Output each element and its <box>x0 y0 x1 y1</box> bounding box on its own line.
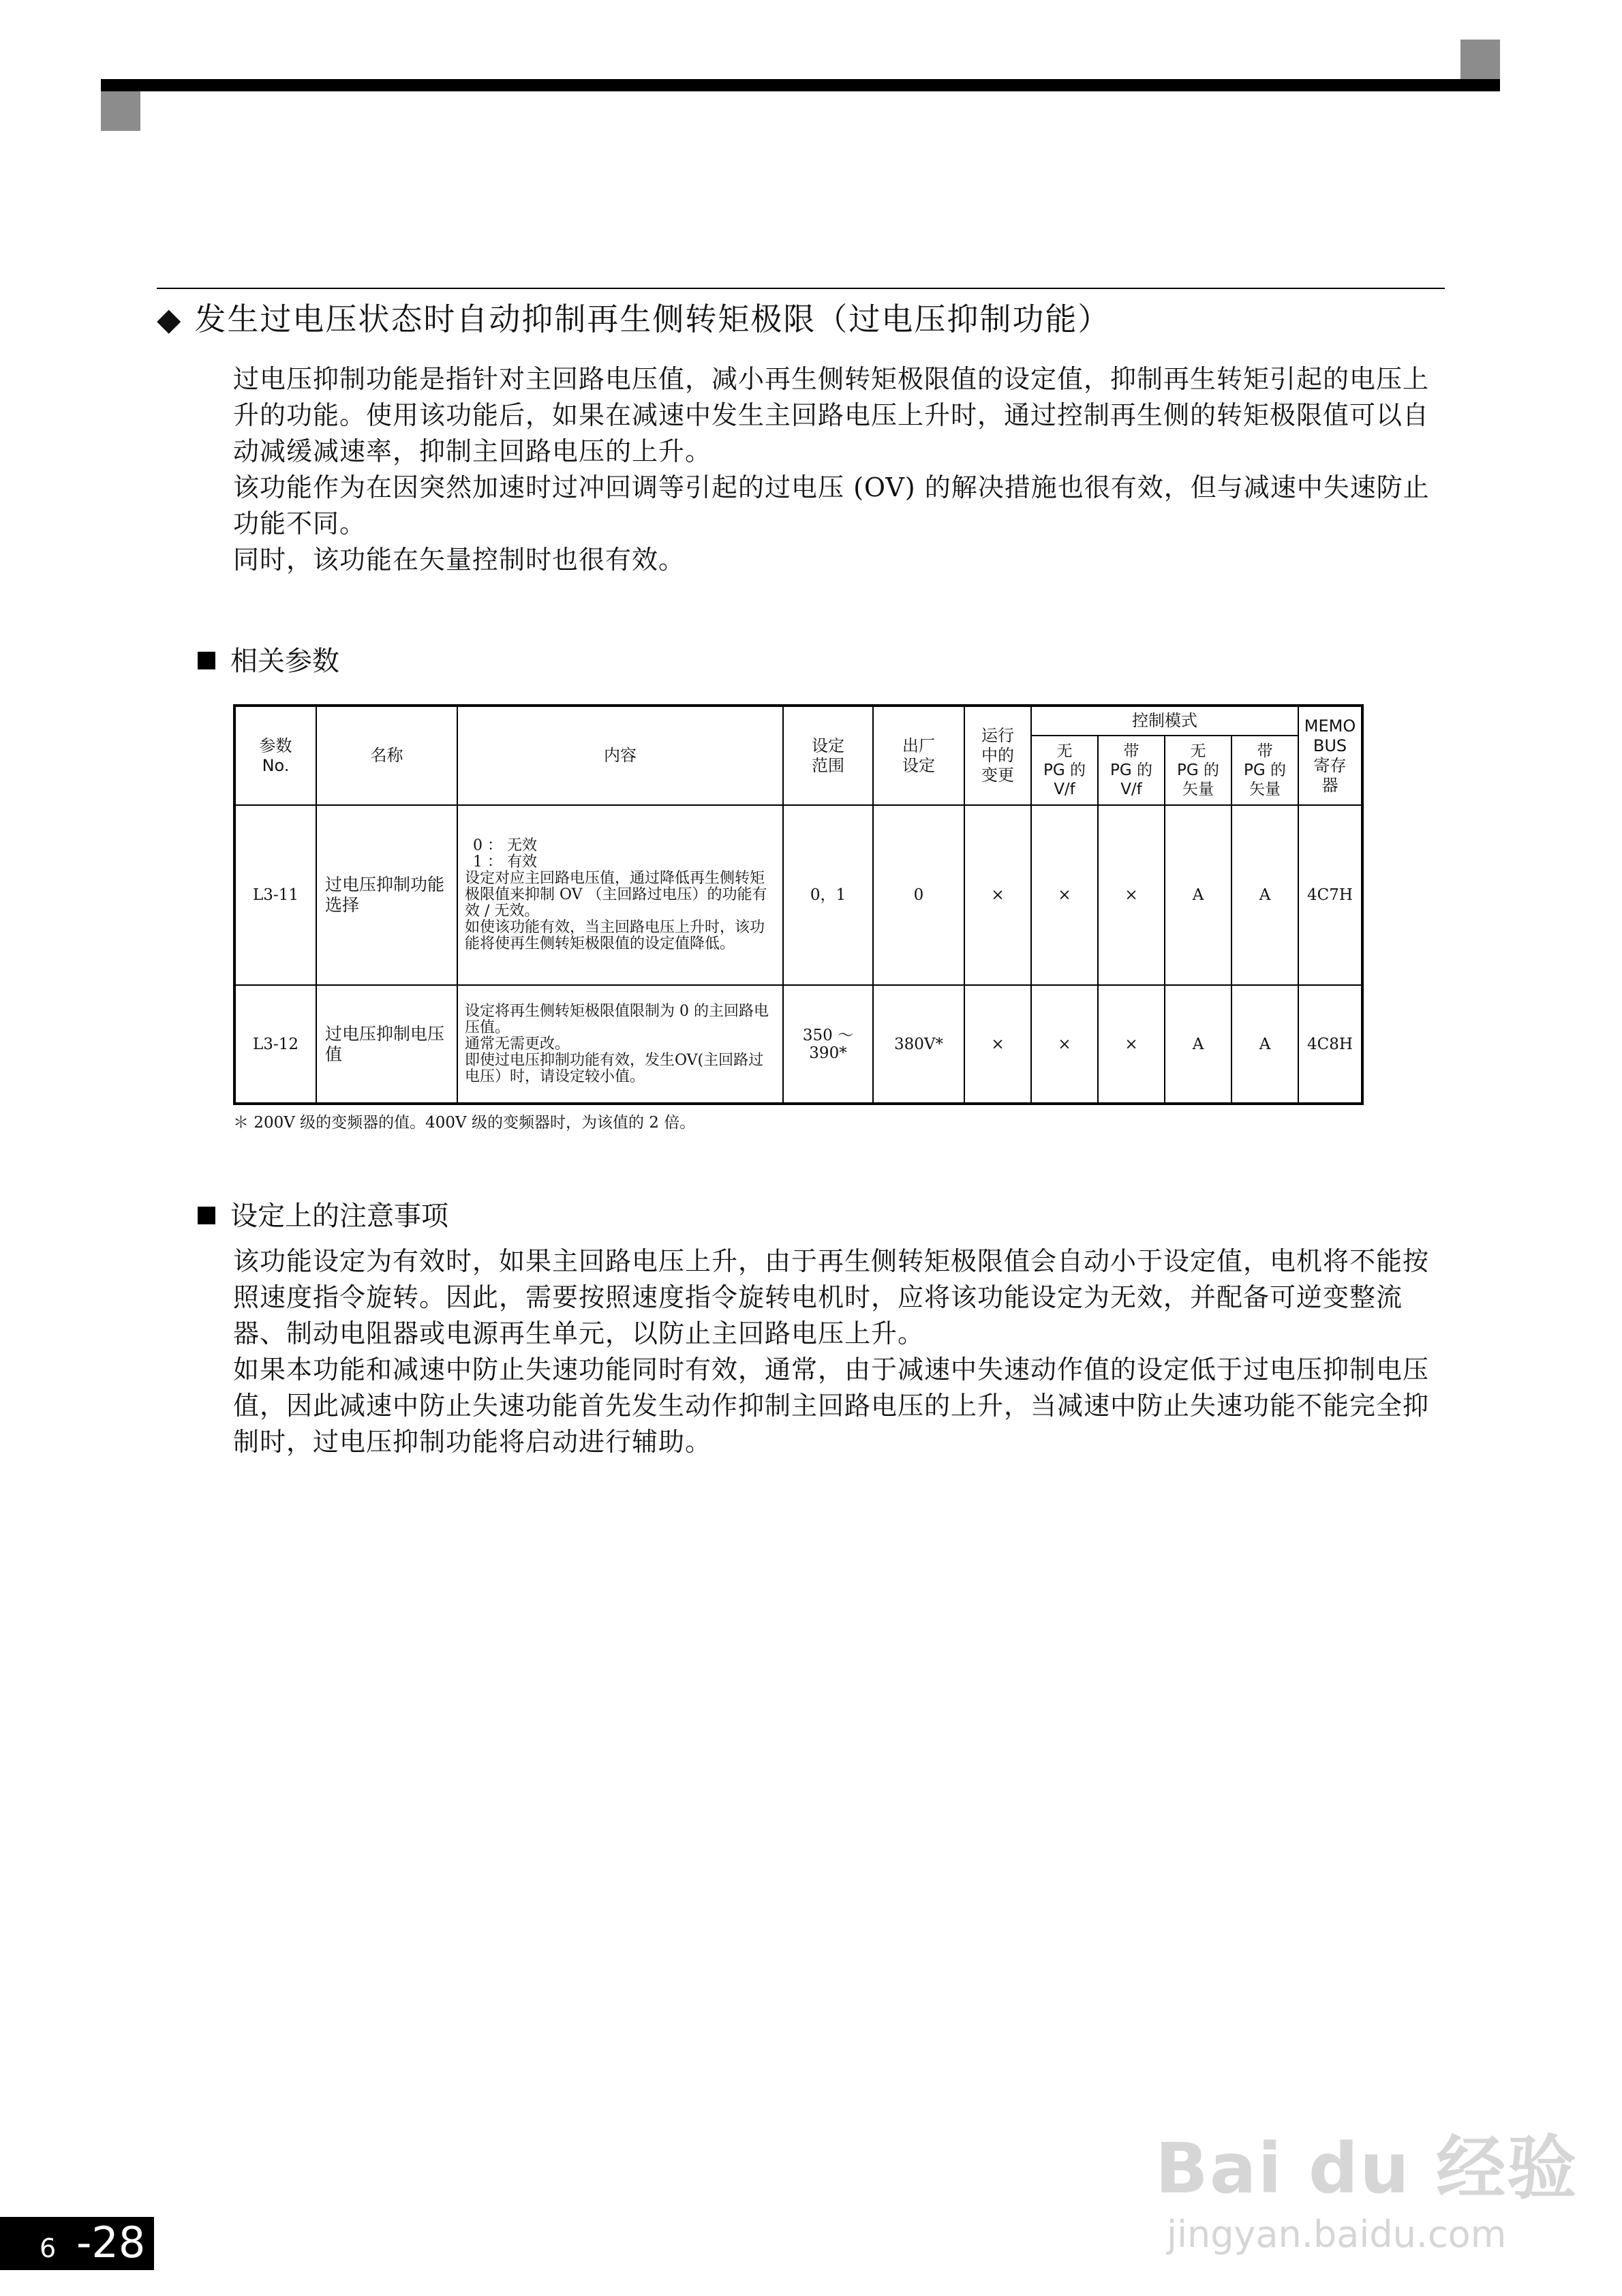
header-bar <box>101 79 1500 91</box>
header-mode-vector-no-pg: 无 PG 的 矢量 <box>1165 736 1231 805</box>
param-mode-cell: × <box>1031 985 1098 1104</box>
header-default: 出厂 设定 <box>873 706 964 805</box>
intro-paragraph: 过电压抑制功能是指针对主回路电压值，减小再生侧转矩极限值的设定值，抑制再生转矩引起的电压上升的功能。使用该功能后，如果在减速中发生主回路电压上升时，通过控制再生侧的转矩极限值可以自动减缓减速率，抑制主回路电压的上升。 <box>233 364 1430 466</box>
chapter-number: 6 <box>40 2233 57 2263</box>
header-content: 内容 <box>457 706 783 805</box>
square-bullet-icon <box>198 1207 215 1224</box>
param-name-cell: 过电压抑制电压值 <box>316 985 457 1104</box>
notes-paragraph: 该功能设定为有效时，如果主回路电压上升，由于再生侧转矩极限值会自动小于设定值，电机将不能按照速度指令旋转。因此，需要按照速度指令旋转电机时，应将该功能设定为无效，并配备可逆变整流器、制动电阻器或电源再生单元，以防止主回路电压上升。 <box>233 1246 1430 1348</box>
notes-heading <box>198 1198 448 1234</box>
header-memobus: MEMO BUS 寄存 器 <box>1298 706 1362 805</box>
param-range-cell: 350 ～ 390* <box>783 985 873 1104</box>
page-number: -28 <box>76 2218 146 2267</box>
param-mode-cell: × <box>1031 805 1098 985</box>
header-control-mode: 控制模式 <box>1031 706 1298 736</box>
param-no-cell: L3-12 <box>234 985 316 1104</box>
header-range: 设定 范围 <box>783 706 873 805</box>
notes-paragraph: 如果本功能和减速中防止失速功能同时有效，通常，由于减速中失速动作值的设定低于过电压抑制电压值，因此减速中防止失速功能首先发生动作抑制主回路电压的上升，当减速中防止失速功能不能完全抑制时，过电压抑制功能将启动进行辅助。 <box>233 1355 1430 1457</box>
header-param-no: 参数 No. <box>234 706 316 805</box>
param-content-cell: 0 ： 无效 1 ： 有效 设定对应主回路电压值，通过降低再生侧转矩极限值来抑制 OV （主回路过电压）的功能有效 / 无效。 如使该功能有效，当主回路电压上升时，该功能将使再生侧转矩极限值的设定值降低。 <box>457 805 783 985</box>
header-corner-square <box>1460 40 1500 79</box>
param-range-cell: 0，1 <box>783 805 873 985</box>
param-name-cell: 过电压抑制功能选择 <box>316 805 457 985</box>
notes-heading-text: 设定上的注意事项 <box>230 1200 448 1232</box>
intro-text <box>233 361 1446 578</box>
param-mode-cell: × <box>1098 805 1165 985</box>
param-register-cell: 4C7H <box>1298 805 1362 985</box>
param-mode-cell: A <box>1165 985 1231 1104</box>
section-title-text: 发生过电压状态时自动抑制再生侧转矩极限（过电压抑制功能） <box>194 301 1111 337</box>
section-title <box>157 299 1110 339</box>
param-run-change-cell: × <box>964 985 1031 1104</box>
header-mode-vector-with-pg: 带 PG 的 矢量 <box>1231 736 1298 805</box>
param-no-cell: L3-11 <box>234 805 316 985</box>
square-bullet-icon <box>198 652 215 669</box>
section-rule <box>157 288 1445 289</box>
header-run-change: 运行 中的 变更 <box>964 706 1031 805</box>
param-mode-cell: A <box>1231 805 1298 985</box>
related-params-heading-text: 相关参数 <box>230 646 339 677</box>
param-run-change-cell: × <box>964 805 1031 985</box>
header-mode-vf-with-pg: 带 PG 的 V/f <box>1098 736 1165 805</box>
header-tab-square <box>101 91 140 131</box>
diamond-bullet-icon: ◆ <box>157 301 183 337</box>
table-row <box>234 985 1362 1104</box>
notes-text <box>233 1243 1446 1460</box>
param-mode-cell: A <box>1231 985 1298 1104</box>
intro-paragraph: 同时，该功能在矢量控制时也很有效。 <box>233 545 686 575</box>
param-register-cell: 4C8H <box>1298 985 1362 1104</box>
param-content-cell: 设定将再生侧转矩极限值限制为 0 的主回路电压值。 通常无需更改。 即使过电压抑制功能有效，发生OV(主回路过电压）时，请设定较小值。 <box>457 985 783 1104</box>
param-mode-cell: × <box>1098 985 1165 1104</box>
page-number-tab <box>0 2217 154 2270</box>
watermark-url: jingyan.baidu.com <box>1167 2213 1507 2256</box>
param-default-cell: 380V* <box>873 985 964 1104</box>
intro-paragraph: 该功能作为在因突然加速时过冲回调等引起的过电压 (OV) 的解决措施也很有效，但与减速中失速防止功能不同。 <box>233 472 1430 539</box>
param-default-cell: 0 <box>873 805 964 985</box>
header-name: 名称 <box>316 706 457 805</box>
param-mode-cell: A <box>1165 805 1231 985</box>
table-footnote: ＊ 200V 级的变频器的值。400V 级的变频器时，为该值的 2 倍。 <box>233 1114 696 1132</box>
table-row <box>234 805 1362 985</box>
header-mode-vf-no-pg: 无 PG 的 V/f <box>1031 736 1098 805</box>
watermark-logo: Bai du 经验 <box>1155 2128 1578 2209</box>
params-table <box>233 704 1364 1105</box>
related-params-heading <box>198 644 339 679</box>
